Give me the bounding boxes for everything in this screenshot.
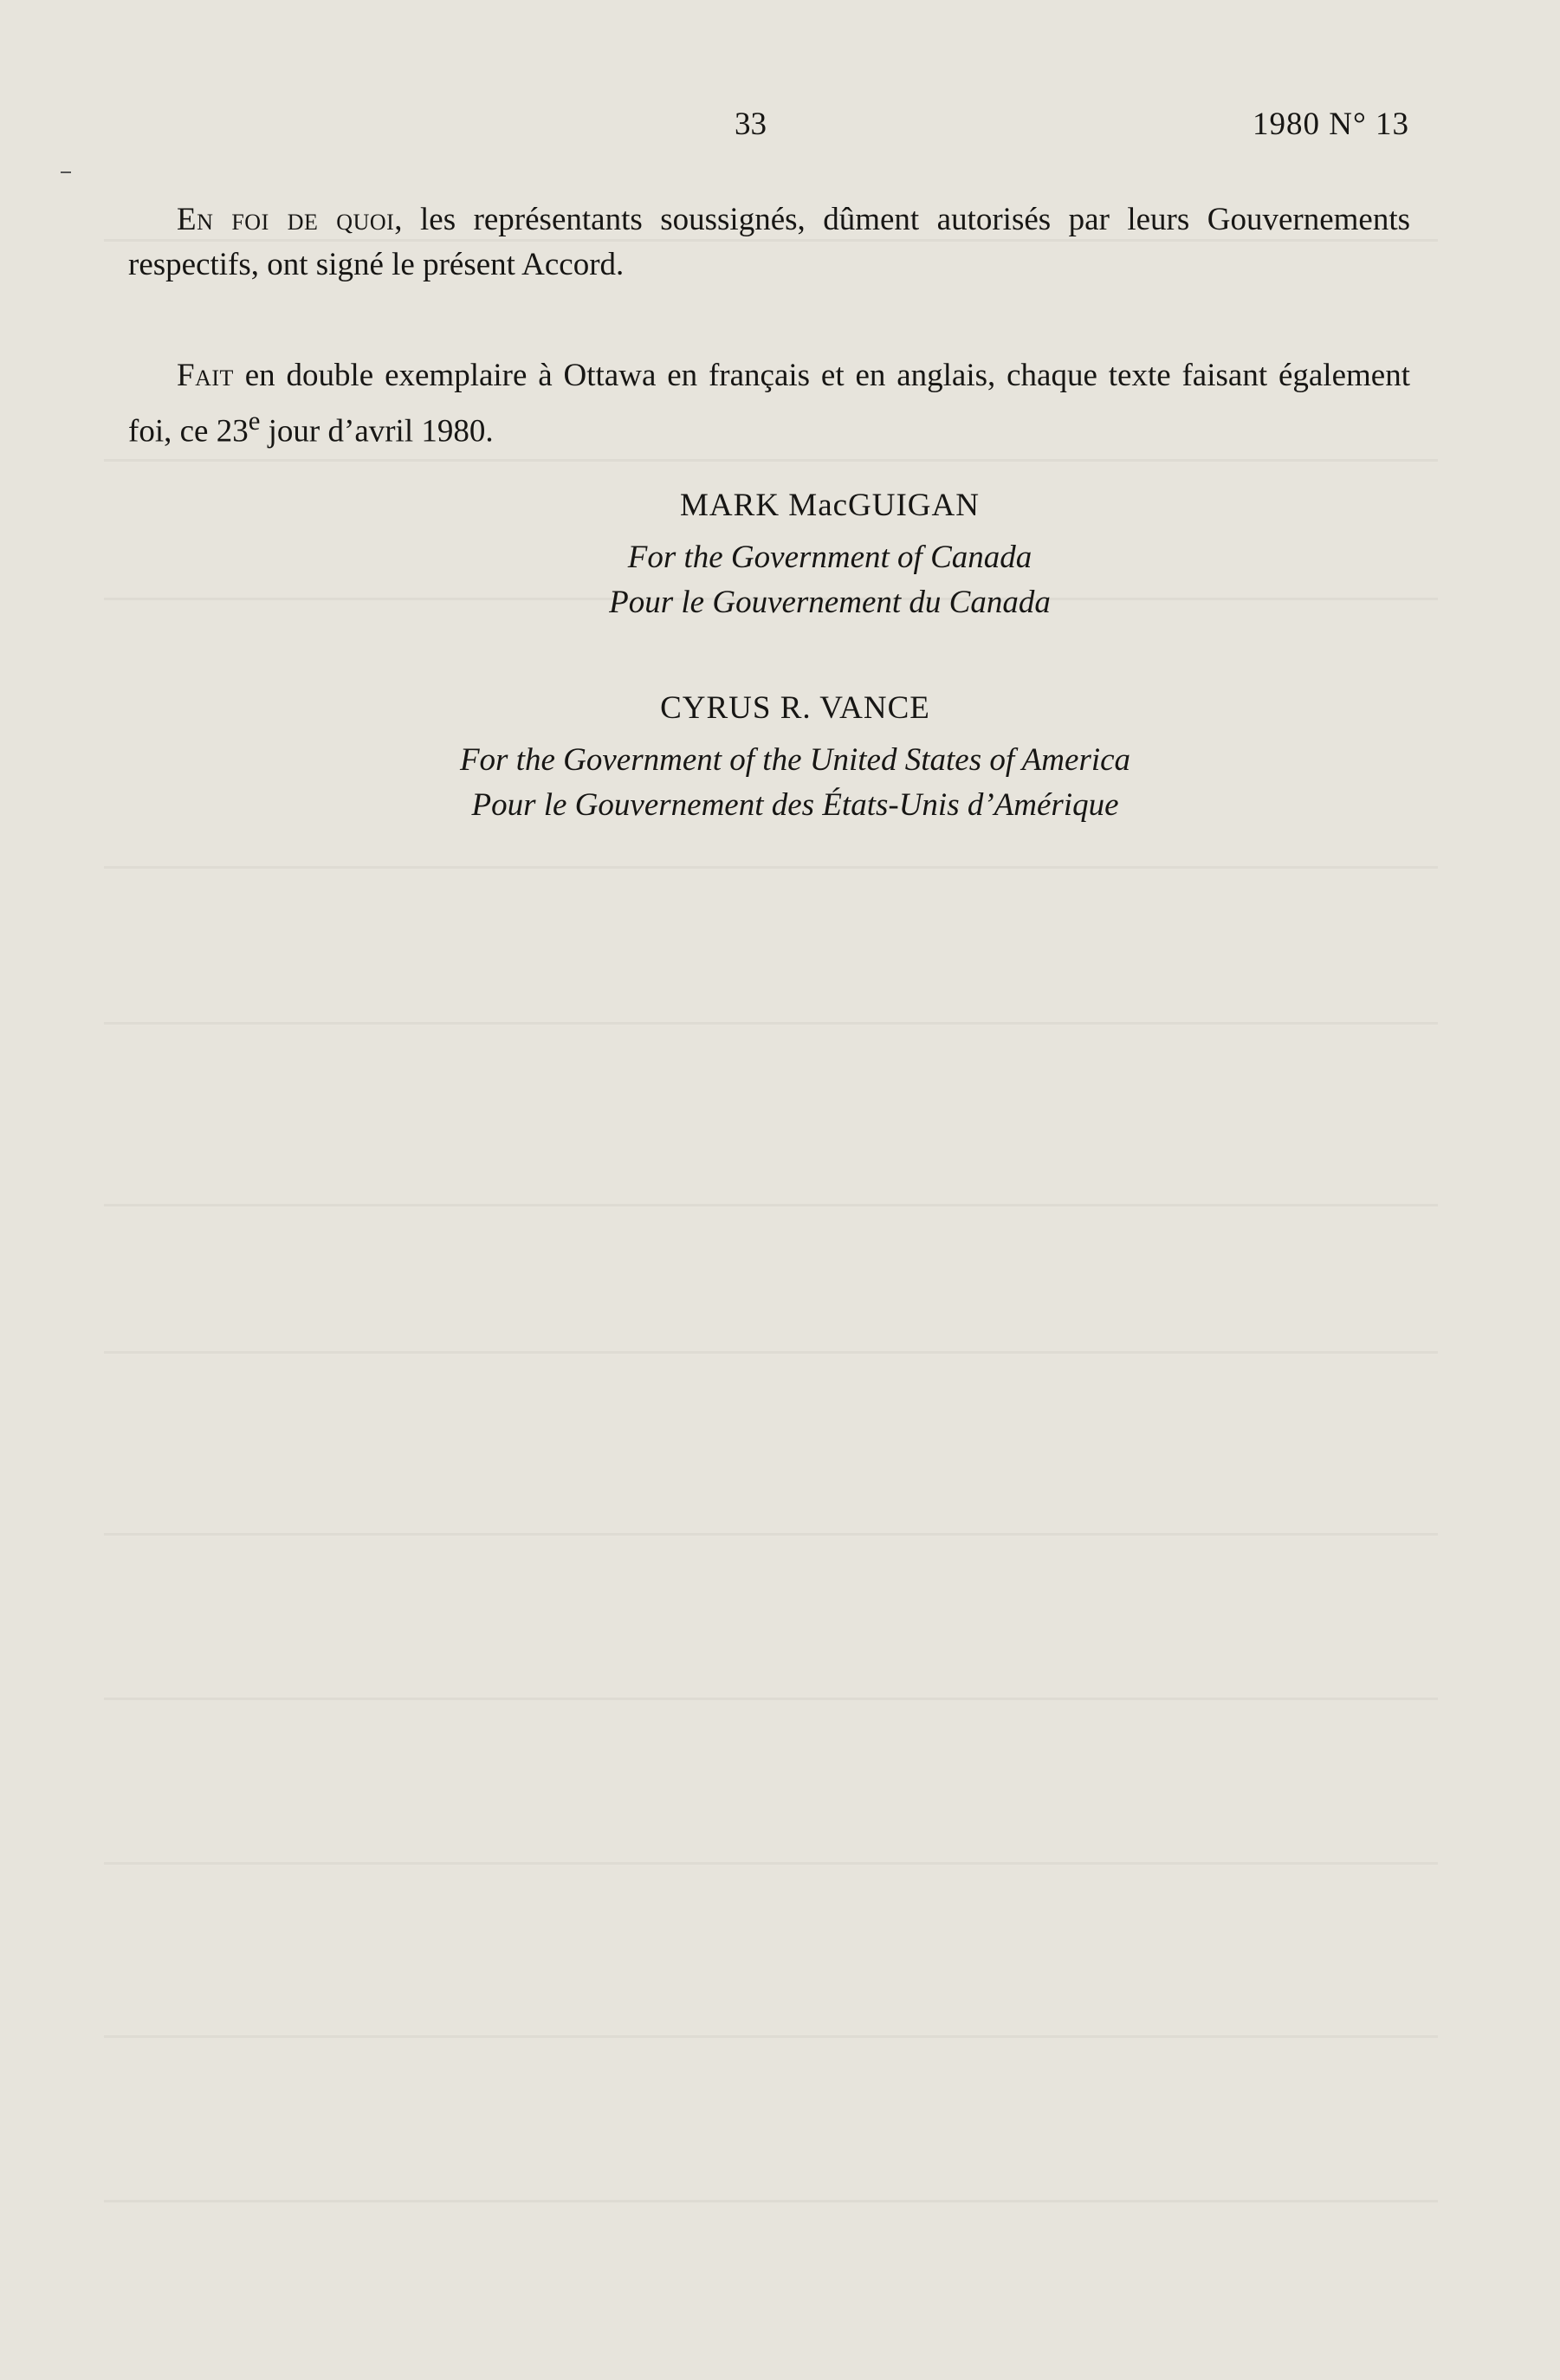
year-number: 1980 N° 13 bbox=[1252, 107, 1409, 142]
margin-mark bbox=[61, 171, 71, 173]
signatory-name: CYRUS R. VANCE bbox=[660, 690, 930, 726]
signature-block-canada bbox=[128, 483, 1410, 625]
witness-lead: En foi de quoi bbox=[177, 202, 395, 237]
page-header bbox=[0, 106, 1560, 149]
signatory-line-en: For the Government of the United States of America bbox=[459, 742, 1131, 778]
signature-block-usa bbox=[128, 686, 1410, 828]
done-text-b: jour d’avril 1980. bbox=[260, 413, 494, 449]
done-paragraph bbox=[128, 353, 1410, 454]
signatory-line-en: For the Government of Canada bbox=[627, 540, 1032, 575]
witness-paragraph bbox=[128, 197, 1410, 288]
signatory-line-fr: Pour le Gouvernement du Canada bbox=[609, 585, 1051, 620]
witness-text: , les représentants soussignés, dûment autorisés par leurs Gouvernements respectifs, ont signé le présent Accord. bbox=[128, 202, 1410, 282]
page-number: 33 bbox=[735, 107, 767, 142]
done-lead: Fait bbox=[177, 358, 234, 393]
done-text-a: en double exemplaire à Ottawa en français et en anglais, chaque texte faisant également foi, ce 23 bbox=[128, 358, 1410, 449]
signatory-name: MARK MacGUIGAN bbox=[680, 488, 980, 523]
signatory-line-fr: Pour le Gouvernement des États-Unis d’Amérique bbox=[471, 787, 1119, 823]
done-superscript: e bbox=[248, 406, 261, 436]
